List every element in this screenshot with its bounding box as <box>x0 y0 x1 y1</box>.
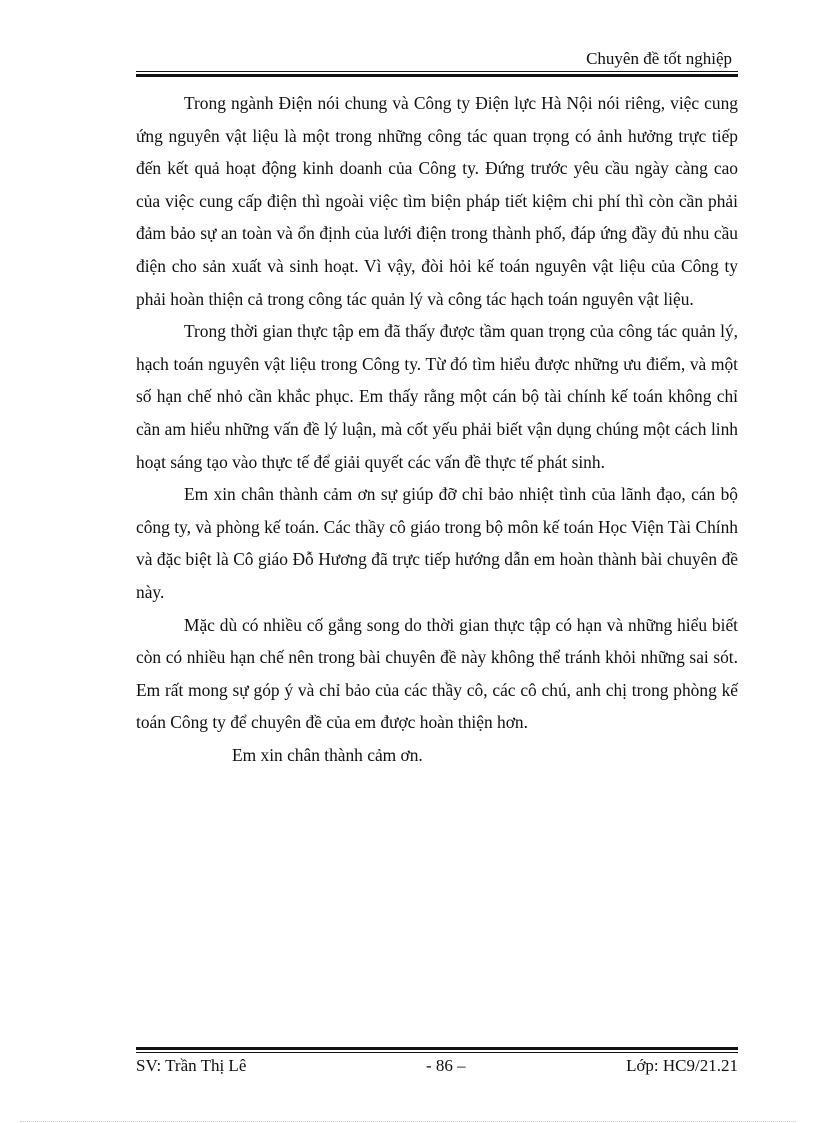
page-bottom-border <box>20 1121 796 1122</box>
paragraph-1: Trong ngành Điện nói chung và Công ty Điện lực Hà Nội nói riêng, việc cung ứng nguyên vật liệu là một trong những công tác quan trọng có ảnh hưởng trực tiếp đến kết quả hoạt động kinh doanh của Công ty. Đứng trước yêu cầu ngày càng cao của việc cung cấp điện thì ngoài việc tìm biện pháp tiết kiệm chi phí thì còn cần phải đảm bảo sự an toàn và ổn định của lưới điện trong thành phố, đáp ứng đầy đủ nhu cầu điện cho sản xuất và sinh hoạt. Vì vậy, đòi hỏi kế toán nguyên vật liệu của Công ty phải hoàn thiện cả trong công tác quản lý và công tác hạch toán nguyên vật liệu. <box>136 93 738 309</box>
page-number: - 86 – <box>426 1056 466 1075</box>
footer-rule <box>136 1047 738 1053</box>
header-title: Chuyên đề tốt nghiệp <box>586 49 732 68</box>
student-name: SV: Trần Thị Lê <box>136 1056 247 1075</box>
header-rule <box>136 71 738 77</box>
document-body <box>136 87 738 771</box>
class-code: Lớp: HC9/21.21 <box>626 1056 738 1075</box>
closing-line: Em xin chân thành cảm ơn. <box>232 744 423 765</box>
paragraph-3: Em xin chân thành cảm ơn sự giúp đỡ chỉ bảo nhiệt tình của lãnh đạo, cán bộ công ty, và phòng kế toán. Các thầy cô giáo trong bộ môn kế toán Học Viện Tài Chính và đặc biệt là Cô giáo Đỗ Hương đã trực tiếp hướng dẫn em hoàn thành bài chuyên đề này. <box>136 484 738 602</box>
paragraph-4: Mặc dù có nhiều cố gắng song do thời gian thực tập có hạn và những hiểu biết còn có nhiều hạn chế nên trong bài chuyên đề này không thể tránh khỏi những sai sót. Em rất mong sự góp ý và chỉ bảo của các thầy cô, các cô chú, anh chị trong phòng kế toán Công ty để chuyên đề của em được hoàn thiện hơn. <box>136 614 738 733</box>
page-footer <box>136 1054 738 1078</box>
paragraph-2: Trong thời gian thực tập em đã thấy được tầm quan trọng của công tác quản lý, hạch toán nguyên vật liệu trong Công ty. Từ đó tìm hiểu được những ưu điểm, và một số hạn chế nhỏ cần khắc phục. Em thấy rằng một cán bộ tài chính kế toán không chỉ cần am hiểu những vấn đề lý luận, mà cốt yếu phải biết vận dụng chúng một cách linh hoạt sáng tạo vào thực tế để giải quyết các vấn đề thực tế phát sinh. <box>136 321 738 472</box>
